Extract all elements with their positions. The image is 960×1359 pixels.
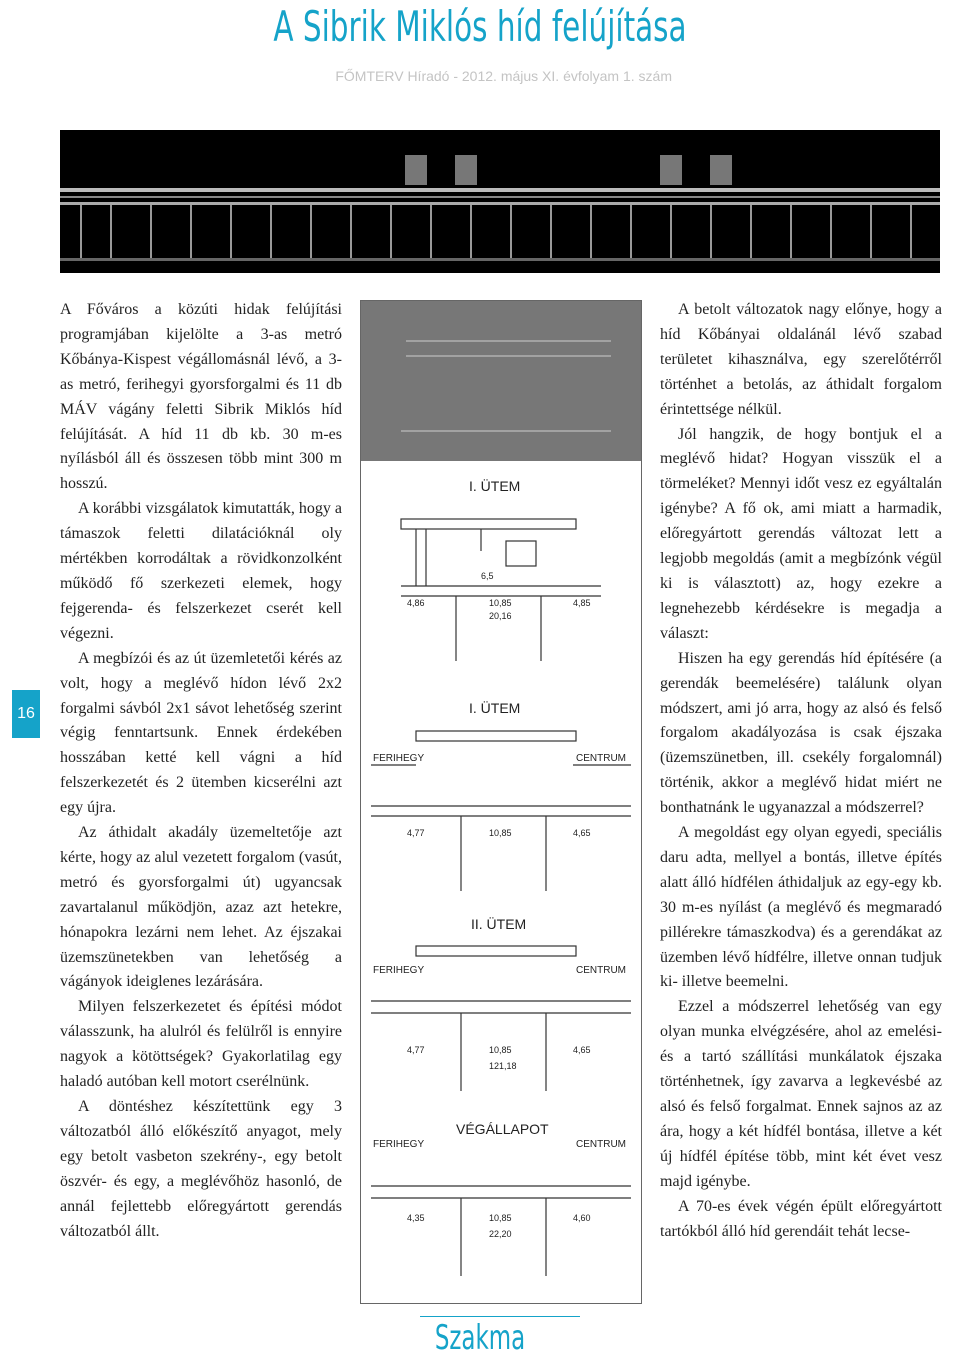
svg-text:FERIHEGY: FERIHEGY [373, 1139, 425, 1150]
paragraph: Hiszen ha egy gerendás híd építésére (a gerendák beemelésére) találunk olyan módszert, ami jó arra, hogy az alsó és felső forgalom akadályozása is csak éjszaka (üzemszünetben, ill. csekély forgalomnál) történik, akkor a meglévő hidat miért ne bonthatnánk le ugyanazzal a módszerrel? [660, 649, 942, 817]
construction-phases-figure [360, 300, 642, 1304]
phase-label: VÉGÁLLAPOT [456, 1121, 549, 1137]
svg-text:10,85: 10,85 [489, 1213, 512, 1223]
svg-text:FERIHEGY: FERIHEGY [373, 753, 425, 764]
phase-label: I. ÜTEM [469, 478, 521, 494]
paragraph: Az áthidalt akadály üzemeltetője azt kérte, hogy az alul vezetett forgalom (vasút, metró és gyorsforgalmi út) ugyancsak zavartalanul működjön, azaz azt hetekre, hónapokra lezárni nem lehet. Az éjszakai üzemszünetekben van lehetőség a vágányok ideiglenes lezárására. [60, 824, 342, 991]
paragraph: A megoldást egy olyan egyedi, speciális daru adta, mellyel a bontás, illetve építés alatt álló hídfélen áthidaljuk az egy-egy kb. 30 m-es nyílást (a meglévő és megmaradó pillérekre támaszkodva) és a gerendákat az üzemben lévő hídfélre, illetve onnan tudjuk ki- illetve beemelni. [660, 824, 942, 991]
paragraph: A megbízói és az út üzemletetői kérés az volt, hogy a meglévő hídon lévő 2x2 forgalmi sávból 2x1 sávot lehetőség szerint végig fenntartsunk. Ennek érdekében hosszában ketté kell vágni a híd felszerkezetét és 2 ütemben kicserélni azt egy újra. [60, 649, 342, 817]
svg-text:CENTRUM: CENTRUM [576, 753, 626, 764]
footer-divider [420, 1316, 580, 1317]
svg-text:4,77: 4,77 [407, 1045, 425, 1055]
svg-text:6,5: 6,5 [481, 571, 494, 581]
svg-text:20,16: 20,16 [489, 611, 512, 621]
text-column-left [60, 298, 342, 1244]
svg-text:4,86: 4,86 [407, 598, 425, 608]
svg-text:4,35: 4,35 [407, 1213, 425, 1223]
svg-text:22,20: 22,20 [489, 1229, 512, 1239]
section-label: Szakma [434, 1318, 526, 1358]
page-number: 16 [12, 690, 40, 738]
svg-text:FERIHEGY: FERIHEGY [373, 965, 425, 976]
issue-info: FŐMTERV Híradó - 2012. május XI. évfolyam 1. szám [335, 68, 672, 84]
paragraph: A 70-es évek végén épült előregyártott tartókból álló híd gerendáit tehát lecse- [660, 1197, 942, 1240]
svg-text:4,65: 4,65 [573, 1045, 591, 1055]
svg-text:CENTRUM: CENTRUM [576, 1139, 626, 1150]
svg-text:10,85: 10,85 [489, 828, 512, 838]
paragraph: A Főváros a közúti hidak felújítási programjában kijelölte a 3-as metró Kőbánya-Kispest végállomásnál lévő, a 3-as metró, ferihegyi gyorsforgalmi és 11 db MÁV vágány feletti Sibrik Miklós híd felújítását. A híd 11 db kb. 30 m-es nyílásból áll és összesen több mint 300 m hosszú. [60, 301, 342, 493]
text-column-right [660, 298, 942, 1244]
svg-text:10,85: 10,85 [489, 1045, 512, 1055]
paragraph: A döntéshez készítettünk egy 3 változatból álló előkészítő anyagot, mely egy betolt vasbeton szekrény-, egy betolt öszvér- és egy, a meglévőhöz hasonló, de annál fejlettebb előregyártott gerendás változatból állt. [60, 1098, 342, 1240]
phase-label: I. ÜTEM [469, 700, 521, 716]
bridge-elevation-drawing [60, 130, 940, 273]
paragraph: Jól hangzik, de hogy bontjuk el a meglévő hidat? Hogyan visszük el a törmeléket? Mennyi időt vesz ez egyáltalán igénybe? A fő ok, ami miatt a harmadik, előregyártott gerendás változat lett a legjobb megoldás (amit a megbízónk végül ki is választott) az, hogy ezekre a legnehezebb kérdésekre is megadja a választ: [660, 425, 942, 642]
svg-text:121,18: 121,18 [489, 1061, 517, 1071]
paragraph: Ezzel a módszerrel lehetőség van egy olyan munka elvégzésére, ahol az emelési- és a tartó szállítási munkálatok éjszaka történhetnek, így zavarva a legkevésbé az alsó és felső forgalmat. Ennek sajnos az az ára, hogy a két hídfél bontása, illetve a két új hídfél építése több, mint két évet vesz majd igénybe. [660, 998, 942, 1190]
svg-text:CENTRUM: CENTRUM [576, 965, 626, 976]
svg-text:10,85: 10,85 [489, 598, 512, 608]
svg-text:4,85: 4,85 [573, 598, 591, 608]
svg-text:4,65: 4,65 [573, 828, 591, 838]
paragraph: Milyen felszerkezetet és építési módot válasszunk, ha alulról és felülről is ennyire nagyok a kötöttségek? Gyakorlatilag egy haladó autóban kell motort cserélnünk. [60, 998, 342, 1091]
phase-label: II. ÜTEM [471, 916, 527, 932]
page-title: A Sibrik Miklós híd felújítása [273, 2, 687, 51]
svg-text:4,77: 4,77 [407, 828, 425, 838]
paragraph: A korábbi vizsgálatok kimutatták, hogy a támaszok feletti dilatációknál oly mértékben korrodáltak a rövidkonzolként működő fő szerkezeti elemek, hogy fejgerenda- és felszerkezet cserét kell végezni. [60, 500, 342, 642]
paragraph: A betolt változatok nagy előnye, hogy a híd Kőbányai oldalánál lévő szabad területet kihasználva, egy szerelőtérről történhet a betolás, az áthidalt forgalom érintettsége nélkül. [660, 301, 942, 418]
svg-text:4,60: 4,60 [573, 1213, 591, 1223]
